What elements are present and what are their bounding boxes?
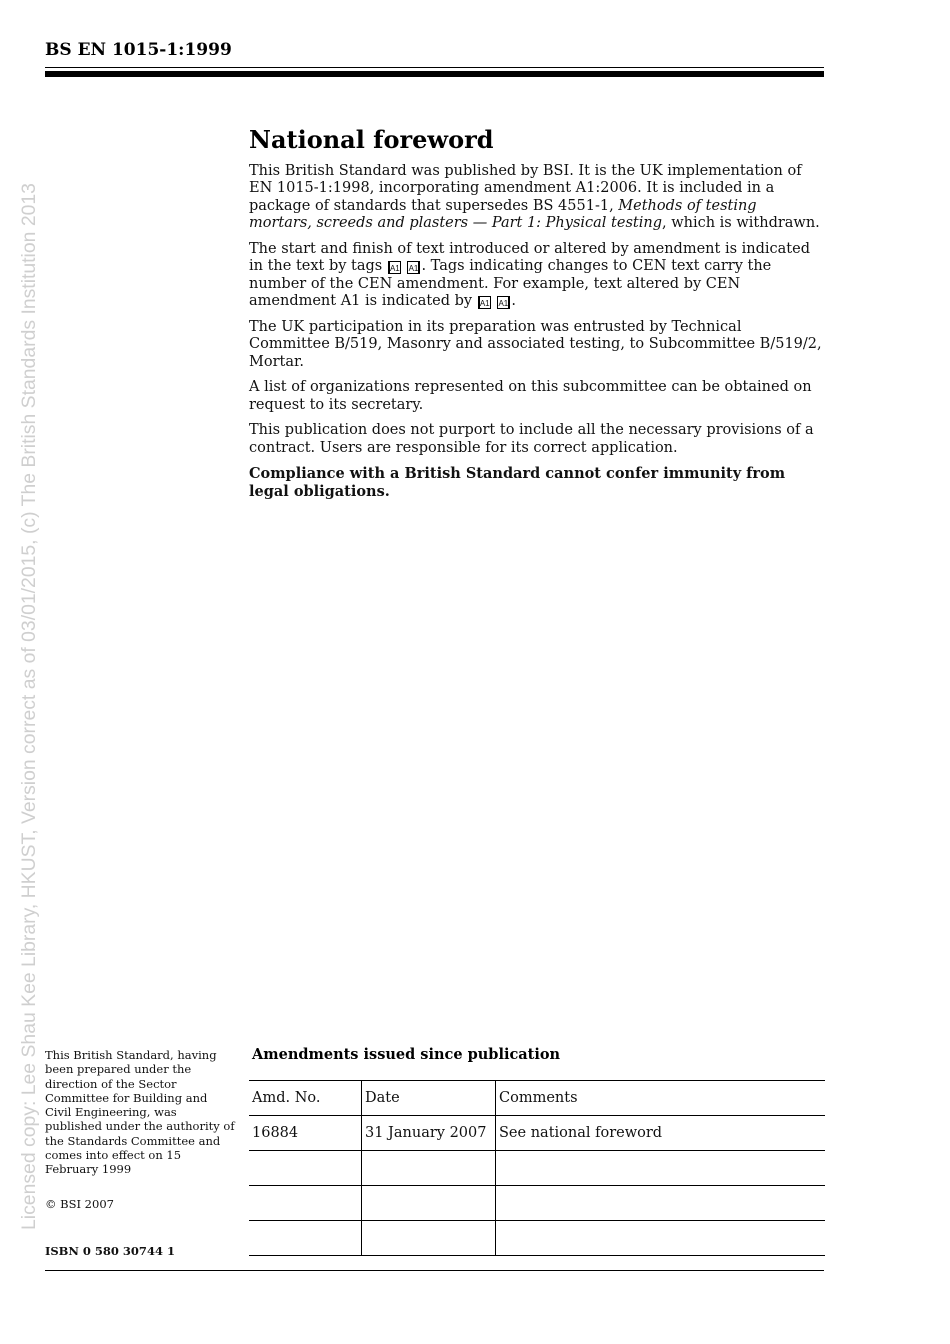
amendment-number bbox=[249, 1186, 362, 1221]
amendment-end-tag-icon: A1 bbox=[497, 296, 510, 309]
withdrawn-standard-title: Methods of testing mortars, screeds and plasters — Part 1: Physical testing bbox=[249, 197, 757, 232]
amendments-table bbox=[249, 1080, 825, 1256]
publication-statement: This British Standard, having been prepared under the direction of the Sector Committee for Building and Civil Engineering, was published under the authority of the Standards Committee and comes into effect on 15 February 1999 bbox=[45, 1048, 235, 1177]
column-header: Comments bbox=[496, 1081, 826, 1116]
table-row bbox=[249, 1221, 825, 1256]
amendment-date bbox=[362, 1186, 496, 1221]
license-watermark: Licensed copy: Lee Shau Kee Library, HKUST, Version correct as of 03/01/2015, (c) The British Standards Institution 2013 bbox=[18, 183, 40, 1230]
copyright-notice: © BSI 2007 bbox=[45, 1196, 114, 1211]
foreword-paragraph-6: Compliance with a British Standard cannot confer immunity from legal obligations. bbox=[249, 465, 786, 500]
amendment-start-tag-icon: A1 bbox=[478, 296, 491, 309]
foreword-paragraph-3: The UK participation in its preparation was entrusted by Technical Committee B/519, Masonry and associated testing, to Subcommittee B/519/2, Mortar. bbox=[249, 318, 822, 370]
foreword-paragraph-4: A list of organizations represented on this subcommittee can be obtained on request to its secretary. bbox=[249, 379, 812, 413]
amendment-date bbox=[362, 1151, 496, 1186]
column-header: Amd. No. bbox=[249, 1081, 362, 1116]
amendments-title: Amendments issued since publication bbox=[252, 1046, 561, 1063]
amendment-comments bbox=[496, 1221, 826, 1256]
amendment-end-tag-icon: A1 bbox=[407, 261, 420, 274]
publication-sidebar bbox=[45, 1048, 235, 1258]
national-foreword bbox=[249, 126, 824, 508]
foreword-heading: National foreword bbox=[249, 125, 494, 154]
amendment-comments bbox=[496, 1186, 826, 1221]
table-header-row bbox=[249, 1081, 825, 1116]
amendment-date bbox=[362, 1221, 496, 1256]
amendment-number bbox=[249, 1151, 362, 1186]
amendment-date: 31 January 2007 bbox=[362, 1116, 496, 1151]
table-row bbox=[249, 1186, 825, 1221]
table-row bbox=[249, 1116, 825, 1151]
document-code: BS EN 1015-1:1999 bbox=[45, 40, 232, 60]
foreword-paragraph-2: The start and finish of text introduced or altered by amendment is indicated in the text by tags A1 A1 . Tags indicating changes to CEN text carry the number of the CEN amendment. For example, text altered by CEN amendment A1 is indicated by A1 A1 . bbox=[249, 240, 810, 310]
column-header: Date bbox=[362, 1081, 496, 1116]
amendment-comments: See national foreword bbox=[496, 1116, 826, 1151]
foreword-paragraph-5: This publication does not purport to include all the necessary provisions of a contract. Users are responsible for its correct application. bbox=[249, 422, 814, 456]
amendment-number bbox=[249, 1221, 362, 1256]
header-rule-thick bbox=[45, 71, 824, 77]
amendment-comments bbox=[496, 1151, 826, 1186]
table-row bbox=[249, 1151, 825, 1186]
amendment-start-tag-icon: A1 bbox=[388, 261, 401, 274]
footer-rule bbox=[45, 1270, 824, 1271]
foreword-paragraph-1: This British Standard was published by BSI. It is the UK implementation of EN 1015-1:1998, incorporating amendment A1:2006. It is included in a package of standards that supersedes BS 4551-1, Methods of testing mortars, screeds and plasters — Part 1: Physical testing, which is withdrawn. bbox=[249, 162, 820, 232]
amendment-number: 16884 bbox=[249, 1116, 362, 1151]
header-rule-thin bbox=[45, 67, 824, 68]
isbn: ISBN 0 580 30744 1 bbox=[45, 1244, 175, 1258]
